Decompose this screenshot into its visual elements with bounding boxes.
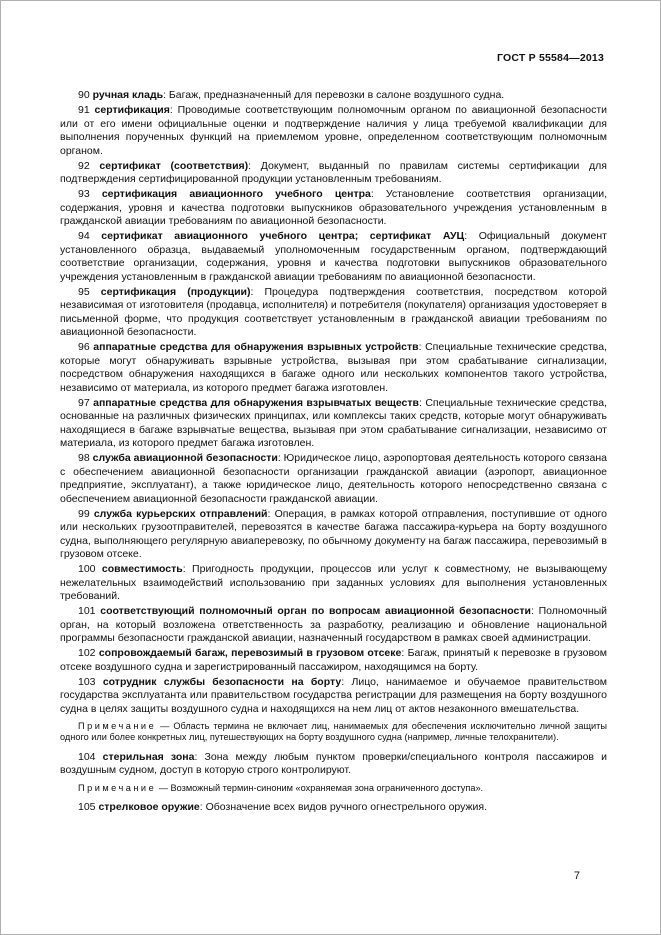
term-name: сертификат (соответствия) xyxy=(99,159,249,172)
term-definition: : Багаж, предназначенный для перевозки в салоне воздушного судна. xyxy=(163,89,505,101)
term-name: ручная кладь xyxy=(92,89,164,101)
term-number: 105 xyxy=(78,801,99,814)
term-definition: : Юридическое лицо, аэропортовая деятельность которого связана с обеспечением авиационной безопасности организации гражданской авиации (аэропорт, авиационное предприятие, эксплуатант), а также юридическое лицо, деятельность которого непосредственно связана с обеспечением авиационной безопасности гражданской авиации. xyxy=(60,452,607,505)
term-number: 100 xyxy=(78,563,102,575)
term-definition: : Проводимые соответствующим полномочным органом по авиационной безопасности или от его имени официальные оценки и подтверждение наличия у лица требуемой квалификации для выполнения порученных функций на приемлемом уровне, определенном соответствующим полномочным органом. xyxy=(60,104,607,157)
note-text: — Возможный термин-синоним «охраняемая зона ограниченного доступа». xyxy=(156,782,484,793)
term-definition: : Зона между любым пунктом проверки/специального контроля пассажиров и воздушным судном, доступ в которую строго контролируют. xyxy=(60,750,608,777)
term-entry xyxy=(60,188,607,229)
term-definition: : Пригодность продукции, процессов или услуг к совместному, не вызывающему нежелательных взаимодействий использованию при заданных условиях для выполнения установленных требований. xyxy=(60,563,608,602)
terms-list xyxy=(60,89,607,816)
term-entry xyxy=(60,452,607,506)
term-name: сертификация (продукции) xyxy=(100,285,251,298)
term-definition: : Багаж, принятый к перевозке в грузовом отсеке воздушного судна и зарегистрированный пассажиром, находящимся на борту. xyxy=(60,647,607,673)
term-name: служба курьерских отправлений xyxy=(93,507,268,520)
term-number: 90 xyxy=(78,89,93,101)
term-number: 104 xyxy=(78,750,103,763)
term-definition: : Специальные технические средства, которые могут обнаруживать взрывные устройства, вызывая при этом срабатывание сигнализации, посредством обнаружения находящихся в багаже одного или нескольких компонентов такого устройства, независимо от материала, из которого предмет багажа изготовлен. xyxy=(60,341,608,394)
term-name: сертификация авиационного учебного центра xyxy=(101,188,371,200)
term-definition: : Лицо, нанимаемое и обучаемое правительством государства эксплуатанта или правительством государства регистрации для размещения на борту воздушного судна в целях защиты воздушного судна и находящихся на нем лиц от актов незаконного вмешательства. xyxy=(60,675,608,715)
page-number: 7 xyxy=(573,870,580,882)
term-definition: : Специальные технические средства, основанные на различных физических принципах, или комплексы таких средств, которые могут обнаруживать находящиеся в багаже взрывчатые вещества, вызывая при этом срабатывание сигнализации, независимо от материала, из которого предмет багажа изготовлен. xyxy=(60,396,607,449)
term-entry xyxy=(60,341,607,395)
term-entry xyxy=(60,89,607,103)
term-definition: : Установление соответствия организации, содержания, уровня и качества подготовки выпускников образовательного учреждения установленным в гражданской авиации требованиям по авиационной безопасности. xyxy=(60,188,607,227)
term-number: 98 xyxy=(78,452,93,464)
term-entry xyxy=(60,676,607,717)
term-number: 95 xyxy=(78,285,101,298)
term-name: аппаратные средства для обнаружения взрывчатых веществ xyxy=(93,396,419,409)
term-definition: : Операция, в рамках которой отправления, поступившие от одного или нескольких грузоотправителей, перевозятся в качестве багажа пассажира-курьера на борту воздушного судна, выполняющего регулярную авиаперевозку, по обычному документу на багаж пассажира, перевозимый в грузовом отсеке. xyxy=(60,507,607,560)
term-entry xyxy=(60,230,607,284)
note-entry xyxy=(60,783,607,794)
term-name: сотрудник службы безопасности на борту xyxy=(102,675,342,688)
term-name: сертификат авиационного учебного центра; сертификат АУЦ xyxy=(101,230,465,242)
note-text: — Область термина не включает лиц, нанимаемых для обеспечения исключительно личной защиты одного или более конкретных лиц, путешествующих на борту воздушного судна (например, личные телохранители). xyxy=(60,721,607,743)
term-name: совместимость xyxy=(101,563,183,575)
term-number: 99 xyxy=(78,507,94,520)
term-name: сопровождаемый багаж, перевозимый в грузовом отсеке xyxy=(98,647,402,659)
note-entry xyxy=(60,721,607,744)
term-entry xyxy=(60,286,607,340)
note-label: Примечание xyxy=(78,782,157,793)
term-entry xyxy=(60,563,607,604)
term-definition: : Официальный документ установленного образца, выдаваемый уполномоченным государственным органом, подтверждающий соответствие организации, содержания, уровня и качества подготовки выпускников образовательного учреждения установленным в гражданской авиации требованиям по авиационной безопасности. xyxy=(60,230,607,283)
term-number: 93 xyxy=(78,188,102,200)
term-entry xyxy=(60,801,607,815)
term-name: сертификация xyxy=(94,104,170,116)
term-name: стрелковое оружие xyxy=(98,801,200,814)
term-name: аппаратные средства для обнаружения взрывных устройств xyxy=(93,341,419,353)
term-name: стерильная зона xyxy=(102,750,195,763)
term-entry xyxy=(60,605,607,646)
term-definition: : Полномочный орган, на который возложена ответственность за разработку, реализацию и обновление национальной программы безопасности гражданской авиации, назначенный государством в рамках своей администрации. xyxy=(60,605,608,644)
term-number: 101 xyxy=(78,605,101,617)
term-name: служба авиационной безопасности xyxy=(92,452,278,464)
term-definition: : Обозначение всех видов ручного огнестрельного оружия. xyxy=(199,801,487,814)
term-number: 102 xyxy=(78,647,99,659)
term-number: 91 xyxy=(78,104,95,116)
term-number: 96 xyxy=(78,341,94,353)
term-entry xyxy=(60,647,607,674)
document-number: ГОСТ Р 55584—2013 xyxy=(496,52,604,64)
term-name: соответствующий полномочный орган по вопросам авиационной безопасности xyxy=(100,605,531,617)
term-entry xyxy=(60,508,607,562)
term-number: 97 xyxy=(78,396,94,409)
term-entry xyxy=(60,104,607,158)
term-definition: : Документ, выданный по правилам системы сертификации для подтверждения сертифицированной продукции установленным требованиям. xyxy=(60,159,607,185)
term-number: 103 xyxy=(78,675,103,688)
note-label: Примечание xyxy=(78,721,157,731)
term-entry xyxy=(60,397,607,451)
term-entry xyxy=(60,160,607,187)
term-entry xyxy=(60,751,607,778)
term-number: 92 xyxy=(78,159,100,172)
term-number: 94 xyxy=(78,230,102,242)
term-definition: : Процедура подтверждения соответствия, посредством которой независимая от изготовителя (продавца, исполнителя) и потребителя (покупателя) организация удостоверяет в письменной форме, что продукция соответствует установленным в гражданской авиации требованиям по авиационной безопасности. xyxy=(60,285,607,338)
